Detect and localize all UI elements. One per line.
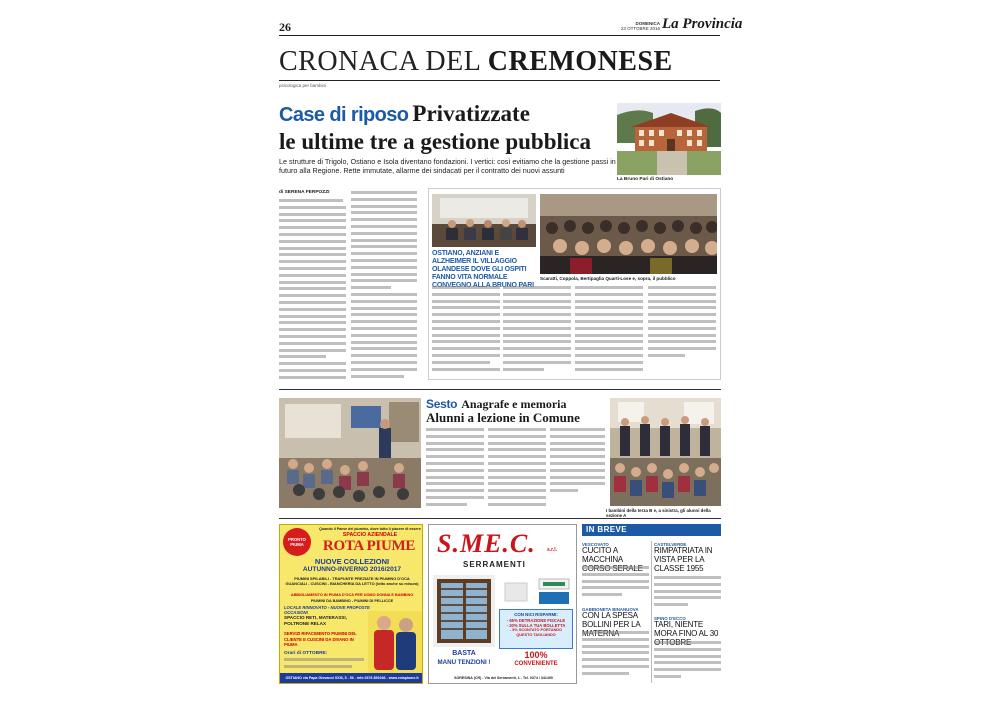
brief-place: VESCOVATO bbox=[582, 542, 609, 547]
brief-title: CON LA SPESA BOLLINI PER LA bbox=[582, 611, 641, 629]
inset-caption: Scaratti, Coppola, Bertipaglia Quarti-Lose e, sopra, il pubblico bbox=[540, 276, 676, 281]
brief-text-4 bbox=[654, 641, 721, 681]
brief-divider bbox=[651, 541, 652, 683]
smec-brand-logos bbox=[499, 577, 573, 607]
day: DOMENICA bbox=[635, 21, 660, 26]
rota-line-2: PIUMINI DA BAMBINO - PIUMINI DI PELLICCE bbox=[310, 599, 394, 603]
smec-slogan-2: MANU TENZIONI ! bbox=[437, 659, 491, 666]
sesto-headline bbox=[426, 397, 606, 425]
smec-promo-1: - 65% DETRAZIONE FISCALE bbox=[506, 618, 566, 623]
smec-convenient: CONVENIENTE bbox=[514, 661, 558, 667]
divider-sesto bbox=[279, 518, 721, 519]
smec-promo-box bbox=[499, 609, 573, 649]
smec-slogan-1: BASTA bbox=[452, 650, 476, 657]
date-line bbox=[612, 21, 660, 31]
sesto-headline-2: Alunni a lezione in Comune bbox=[426, 410, 580, 425]
rota-footer: OSTIANO via Papa Giovanni XXIII, 5 - 56 - info 0376 851046 - www.rotapiume.it bbox=[280, 673, 423, 683]
brief-text-3 bbox=[582, 631, 649, 681]
divider-lead bbox=[279, 389, 721, 390]
inset-photo-panel bbox=[432, 194, 536, 247]
inset-headline: OSTIANO, ANZIANI E ALZHEIMER IL VILLAGGIO OLANDESE DOVE GLI OSPITI FANNO VITA NORMALE bbox=[432, 250, 527, 281]
rota-hours-title: Orari di OTTOBRE: bbox=[284, 651, 328, 656]
header-rule bbox=[279, 35, 720, 36]
lead-headline bbox=[279, 101, 614, 157]
page-number: 26 bbox=[279, 20, 291, 34]
rota-line-5: SERVIZI RIFACIMENTO PIUMINI DEL CLIENTE E CUSCINI DA DIVANO IN PIUMA bbox=[284, 631, 357, 648]
section-tagline: psicologica per bambini bbox=[279, 83, 327, 88]
smec-footer: SORESINA (CR) - Via dei Serramenti, 1 - Tel. 0374 / 341400 bbox=[454, 676, 553, 680]
sesto-headline-1: Anagrafe e memoria bbox=[461, 397, 567, 411]
brief-place: SPINO D'ECCO bbox=[654, 616, 686, 621]
brief-place: CASTELVERDE bbox=[654, 542, 687, 547]
sesto-photo-caption: I bambini della terza B e, a sinistra, gli alunni della sezione A bbox=[606, 508, 711, 518]
lead-headline-1: Privatizzate bbox=[412, 101, 530, 126]
rota-collection-2: AUTUNNO-INVERNO 2016/2017 bbox=[302, 566, 402, 573]
section-title-light: CRONACA DEL bbox=[279, 46, 481, 77]
smec-window-image bbox=[433, 575, 495, 647]
sesto-column-2 bbox=[488, 428, 546, 514]
lead-kicker: Case di riposo bbox=[279, 104, 409, 126]
rota-top-line-2: SPACCIO AZIENDALE bbox=[342, 532, 398, 538]
rota-brand: ROTA PIUME bbox=[322, 538, 416, 554]
inset-column-3 bbox=[575, 286, 643, 378]
brief-heading-bar bbox=[582, 524, 721, 536]
brief-place: GABBIONETA BINANUOVA bbox=[582, 607, 639, 612]
inset-column-2 bbox=[503, 286, 571, 378]
rota-top-line-1: Quando il Paese del piumino, dove tutto il piacere di essere bbox=[319, 527, 421, 531]
date: 23 OTTOBRE 2016 bbox=[620, 26, 660, 31]
section-title-bold: CREMONESE bbox=[487, 46, 673, 77]
smec-logo: S.ME.C. bbox=[437, 529, 536, 558]
brief-title: TARI, NIENTE MORA FINO AL 30 bbox=[654, 620, 719, 638]
section-rule bbox=[279, 80, 720, 81]
rota-badge bbox=[283, 528, 311, 556]
brief-title: RIMPATRIATA IN VISTA PER LA CLASSE 1955 bbox=[654, 546, 713, 573]
brief-text-1 bbox=[582, 566, 649, 602]
sesto-photo-right bbox=[610, 398, 721, 506]
rota-hours bbox=[284, 658, 364, 672]
smec-percent: 100% bbox=[524, 650, 548, 660]
masthead: La Provincia bbox=[662, 16, 743, 32]
lead-column-2 bbox=[351, 191, 417, 384]
section-title bbox=[279, 47, 673, 77]
rota-line-1: ABBIGLIAMENTO IN PIUMA D'OCA PER UOMO DONNA E BAMBINO bbox=[290, 593, 414, 597]
sesto-photo-left bbox=[279, 398, 421, 508]
smec-promo-3: - 5% SCONTATO PORTANDO QUESTO TAGLIANDO bbox=[509, 628, 563, 637]
smec-subtitle: SERRAMENTI bbox=[463, 560, 526, 569]
inset-photo-audience bbox=[540, 194, 717, 274]
lead-photo bbox=[617, 103, 721, 175]
smec-promo-2: - 20% SULLA TUA BOLLETTA bbox=[506, 623, 566, 628]
rota-line-3: LOCALE RINNOVATO - NUOVE PROPOSTE OCCASIONI bbox=[284, 605, 370, 615]
smec-suffix: s.r.l. bbox=[547, 547, 558, 553]
sesto-kicker: Sesto bbox=[426, 397, 458, 411]
inset-column-4 bbox=[648, 286, 716, 378]
sesto-column-3 bbox=[550, 428, 605, 514]
lead-byline: di SERENA FERPOZZI bbox=[279, 190, 330, 195]
sesto-column-1 bbox=[426, 428, 484, 514]
rota-models-photo bbox=[368, 611, 422, 673]
rota-piume-ad[interactable] bbox=[279, 524, 423, 684]
lead-headline-2: le ultime tre a gestione pubblica bbox=[279, 129, 591, 154]
smec-ad[interactable] bbox=[428, 524, 577, 684]
rota-line-4: SPACCIO RETI, MATERASSI, POLTRONE RELAX bbox=[284, 615, 347, 626]
rota-badge-text: PRONTO PIUMA bbox=[288, 537, 306, 547]
lead-column-1 bbox=[279, 199, 346, 384]
brief-item bbox=[654, 542, 721, 573]
brief-text-2 bbox=[654, 576, 721, 614]
inset-column-1 bbox=[432, 286, 500, 378]
brief-heading: IN BREVE bbox=[586, 525, 627, 534]
lead-photo-caption: La Bruno Pari di Ostiano bbox=[617, 177, 674, 182]
lead-subhead: Le strutture di Trigolo, Ostiano e Isola diventano fondazioni. I vertici: così evitiamo che la gestione passi in futuro alla Regione. Rette immutate, allarme dei sindacati per il contratto dei nuovi assunti bbox=[279, 157, 616, 176]
brief-title: CUCITO A MACCHINA bbox=[582, 546, 623, 564]
rota-products: PIUMINI SPILABILI - TRAPUNTE PREZIATE IN PIUMINO D'OCA GUANCIALI - CUSCINI - BIANCHERIA DA LETTO (lotto anche su misura) bbox=[285, 576, 419, 586]
smec-promo-title: CON NICI RISPARMI: bbox=[514, 612, 558, 617]
rota-collection-1: NUOVE COLLEZIONI bbox=[314, 557, 390, 566]
